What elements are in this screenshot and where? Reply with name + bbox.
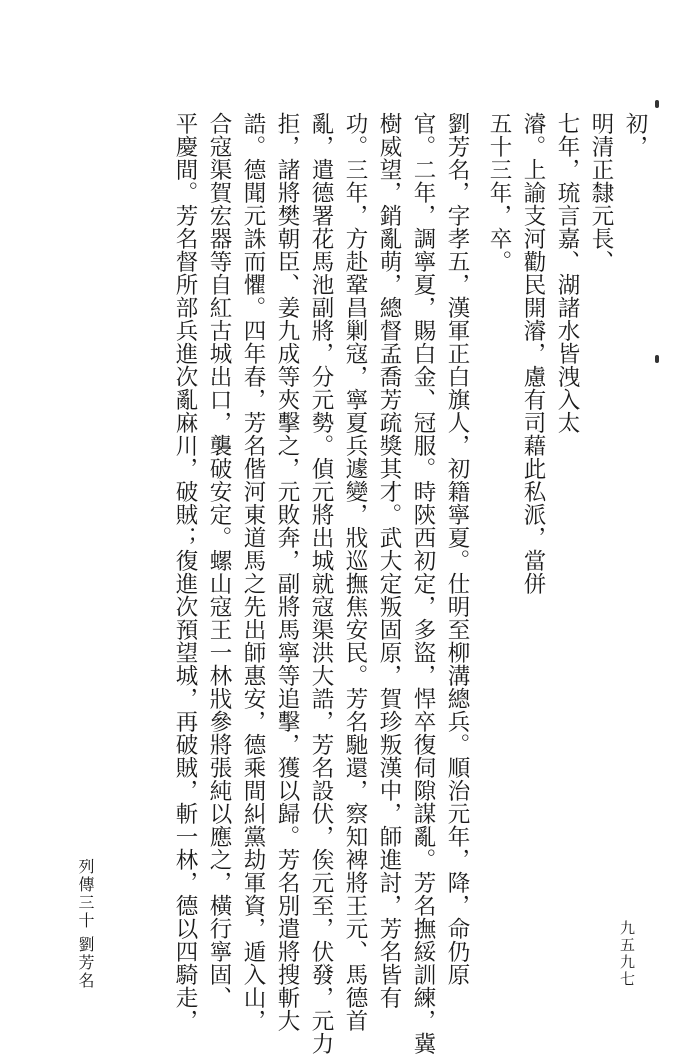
column-text: 明清正隸元長、: [588, 112, 614, 273]
column-text: 初，: [622, 112, 648, 158]
column-text: 官。二年，調寧夏，賜白金、冠服。時陝西初定，多盜，悍卒復伺隙謀亂。芳名撫綏訓練，冀: [410, 112, 436, 1055]
text-column-1: [622, 112, 648, 158]
person-name-text: 劉芳名: [76, 936, 95, 990]
page-number-text: 九五九七: [618, 920, 636, 988]
scan-mark: [655, 355, 659, 363]
person-name-label: [76, 936, 94, 990]
column-text: 平慶間。芳名督所部兵進次亂麻川，破賊；復進次預望城，再破賊，斬一林，德以四騎走，: [172, 112, 198, 1032]
text-column-8: [376, 112, 402, 1009]
column-text: 七年，琉言嘉、湖諸水皆洩入太: [554, 112, 580, 434]
column-text: 劉芳名，字孝五，漢軍正白旗人，初籍寧夏。仕明至柳溝總兵。順治元年，降，命仍原: [444, 112, 470, 986]
column-text: 合寇渠賀宏器等自紅古城出口，襲破安定。螺山寇王一林戕參將張純以應之，橫行寧固、: [206, 112, 232, 1009]
text-column-9: [342, 112, 368, 1032]
text-column-4: [520, 112, 546, 595]
column-text: 樹威望，銷亂萌，總督孟喬芳疏獎其才。武大定叛固原，賀珍叛漢中，師進討，芳名皆有: [376, 112, 402, 1009]
text-column-3: [554, 112, 580, 434]
text-column-7: [410, 112, 436, 1055]
column-text: 拒，諸將樊朝臣、姜九成等夾擊之，元敗奔，副將馬寧等追擊，獲以歸。芳名別遣將搜斬大: [274, 112, 300, 1032]
text-column-13: [206, 112, 232, 1009]
text-column-2: [588, 112, 614, 273]
column-text: 五十三年，卒。: [486, 112, 512, 273]
text-column-6: [444, 112, 470, 986]
chapter-title: [76, 858, 94, 930]
column-text: 濬。上諭支河勸民開濬，慮有司藉此私派，當併: [520, 112, 546, 595]
scan-mark: [655, 100, 659, 108]
text-column-11: [274, 112, 300, 1032]
text-column-12: [240, 112, 266, 1032]
text-column-5: [486, 112, 512, 273]
text-column-14: [172, 112, 198, 1032]
text-column-10: [308, 112, 334, 1055]
column-text: 亂，遣德署花馬池副將，分元勢。偵元將出城就寇渠洪大誥，芳名設伏，俟元至，伏發，元力: [308, 112, 334, 1055]
column-text: 誥。德聞元誅而懼。四年春，芳名偕河東道馬之先出師惠安，德乘間糾黨劫軍資，遁入山，: [240, 112, 266, 1032]
page-number: [618, 920, 636, 988]
column-text: 功。三年，方赴鞏昌剿寇，寧夏兵遽變，戕巡撫焦安民。芳名馳還，察知裨將王元、馬德首: [342, 112, 368, 1032]
chapter-title-text: 列傳三十: [76, 858, 95, 930]
